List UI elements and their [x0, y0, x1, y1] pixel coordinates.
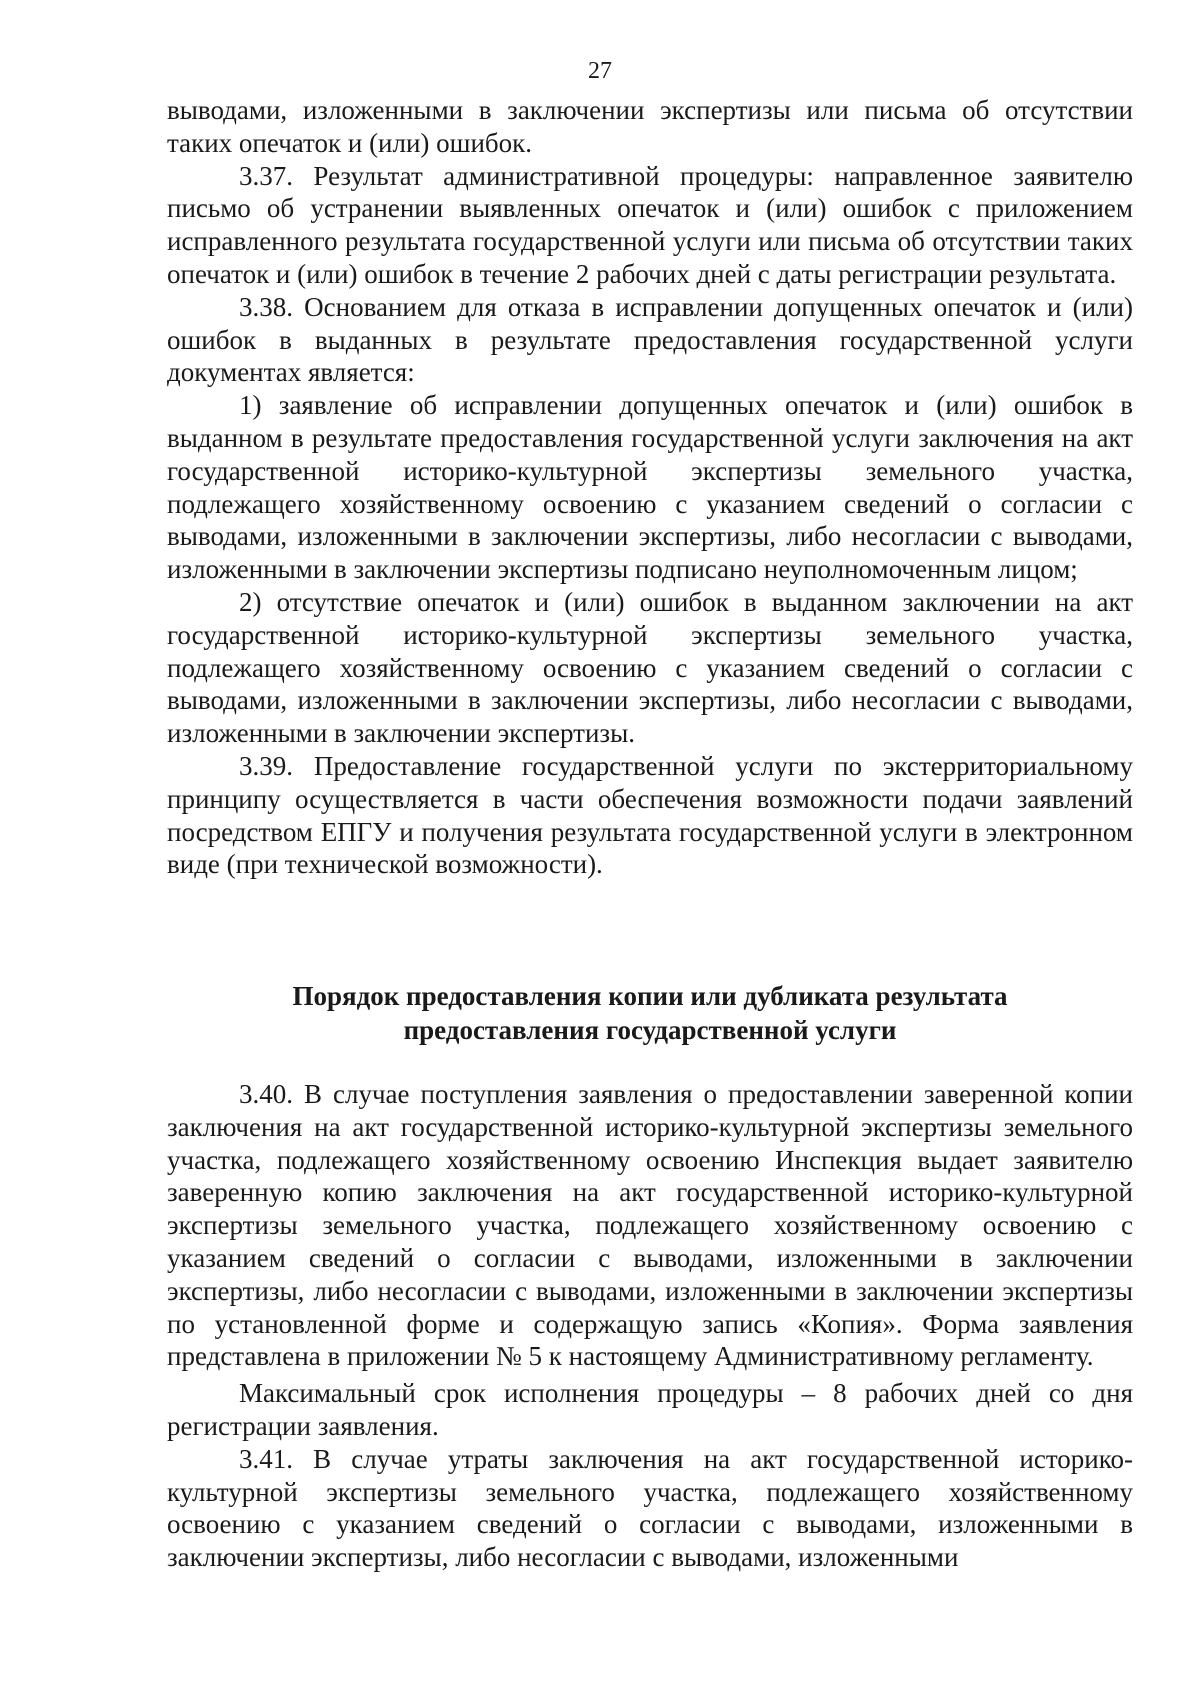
paragraph-3-38: 3.38. Основанием для отказа в исправлении допущенных опечаток и (или) ошибок в выданных в результате предоставления государственной услуги документах является: — [167, 291, 1133, 388]
paragraph-continuation: выводами, изложенными в заключении экспертизы или письма об отсутствии таких опечаток и (или) ошибок. — [167, 95, 1133, 158]
page-number: 27 — [588, 58, 612, 84]
body-text-top — [167, 94, 1133, 881]
section-heading — [167, 979, 1133, 1047]
body-text-bottom — [167, 1078, 1133, 1574]
paragraph-3-39: 3.39. Предоставление государственной услуги по экстерриториальному принципу осуществляется в части обеспечения возможности подачи заявлений посредством ЕПГУ и получения результата государственной услуги в электронном виде (при технической возможности). — [167, 750, 1133, 880]
paragraph-3-38-item-1: 1) заявление об исправлении допущенных опечаток и (или) ошибок в выданном в результате предоставления государственной услуги заключения на акт государственной историко-культурной экспертизы земельного участка, подлежащего хозяйственному освоению с указанием сведений о согласии с выводами, изложенными в заключении экспертизы, либо несогласии с выводами, изложенными в заключении экспертизы подписано неуполномоченным лицом; — [167, 390, 1133, 585]
paragraph-3-40: 3.40. В случае поступления заявления о предоставлении заверенной копии заключения на акт государственной историко-культурной экспертизы земельного участка, подлежащего хозяйственному освоению Инспекция выдает заявителю заверенную копию заключения на акт государственной историко-культурной экспертизы земельного участка, подлежащего хозяйственному освоению с указанием сведений о согласии с выводами, изложенными в заключении экспертизы, либо несогласии с выводами, изложенными в заключении экспертизы по установленной форме и содержащую запись «Копия». Форма заявления представлена в приложении № 5 к настоящему Административному регламенту. — [167, 1079, 1133, 1372]
paragraph-3-41: 3.41. В случае утраты заключения на акт государственной историко-культурной экспертизы земельного участка, подлежащего хозяйственному освоению с указанием сведений о согласии с выводами, изложенными в заключении экспертизы, либо несогласии с выводами, изложенными — [167, 1443, 1133, 1573]
paragraph-3-40-term: Максимальный срок исполнения процедуры – 8 рабочих дней со дня регистрации заявления. — [167, 1378, 1133, 1441]
section-heading-line-2: предоставления государственной услуги — [403, 1015, 897, 1045]
section-heading-line-1: Порядок предоставления копии или дубликата результата — [292, 981, 1008, 1011]
paragraph-3-37: 3.37. Результат административной процедуры: направленное заявителю письмо об устранении выявленных опечаток и (или) ошибок с приложением исправленного результата государственной услуги или письма об отсутствии таких опечаток и (или) ошибок в течение 2 рабочих дней с даты регистрации результата. — [167, 160, 1133, 289]
paragraph-3-38-item-2: 2) отсутствие опечаток и (или) ошибок в выданном заключении на акт государственной историко-культурной экспертизы земельного участка, подлежащего хозяйственному освоению с указанием сведений о согласии с выводами, изложенными в заключении экспертизы, либо несогласии с выводами, изложенными в заключении экспертизы. — [167, 586, 1133, 749]
